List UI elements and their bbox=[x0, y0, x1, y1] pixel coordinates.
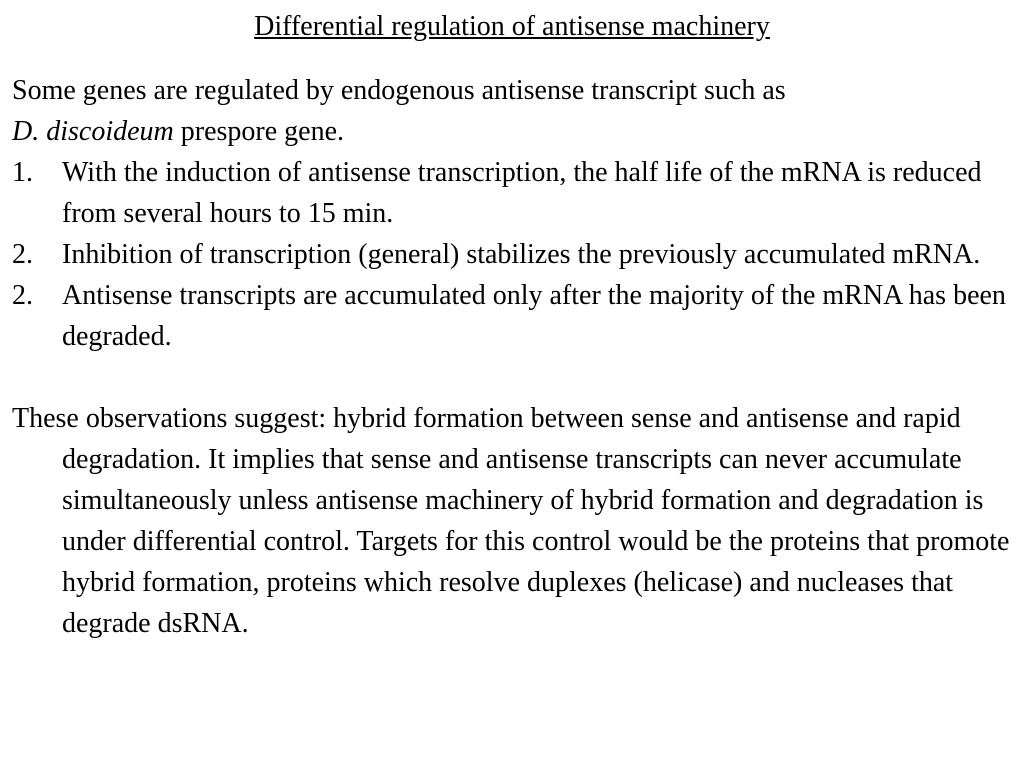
list-item-text: With the induction of antisense transcription, the half life of the mRNA is reduced from several hours to 15 min. bbox=[62, 157, 982, 229]
list-item-number: 1. bbox=[12, 157, 33, 188]
list-item bbox=[12, 275, 1012, 357]
slide-body bbox=[12, 70, 1012, 644]
list-item-number: 2. bbox=[12, 280, 33, 311]
slide-title: Differential regulation of antisense machinery bbox=[254, 11, 770, 42]
list-item-text: Antisense transcripts are accumulated only after the majority of the mRNA has been degraded. bbox=[62, 280, 1006, 352]
spacer bbox=[12, 357, 1012, 398]
intro-paragraph bbox=[12, 70, 1012, 152]
list-item bbox=[12, 152, 1012, 234]
intro-text-before: Some genes are regulated by endogenous antisense transcript such as bbox=[12, 75, 786, 106]
species-name: D. discoideum bbox=[12, 116, 174, 147]
intro-text-after: prespore gene. bbox=[173, 116, 345, 147]
list-item-text: Inhibition of transcription (general) stabilizes the previously accumulated mRNA. bbox=[62, 239, 981, 270]
list-item bbox=[12, 234, 1012, 275]
observation-list bbox=[12, 152, 1012, 357]
list-item-number: 2. bbox=[12, 239, 33, 270]
conclusion-paragraph: These observations suggest: hybrid formation between sense and antisense and rapid degradation. It implies that sense and antisense transcripts can never accumulate simultaneously unless antisense machinery of hybrid formation and degradation is under differential control. Targets for this control would be the proteins that promote hybrid formation, proteins which resolve duplexes (helicase) and nucleases that degrade dsRNA. bbox=[12, 403, 1010, 639]
